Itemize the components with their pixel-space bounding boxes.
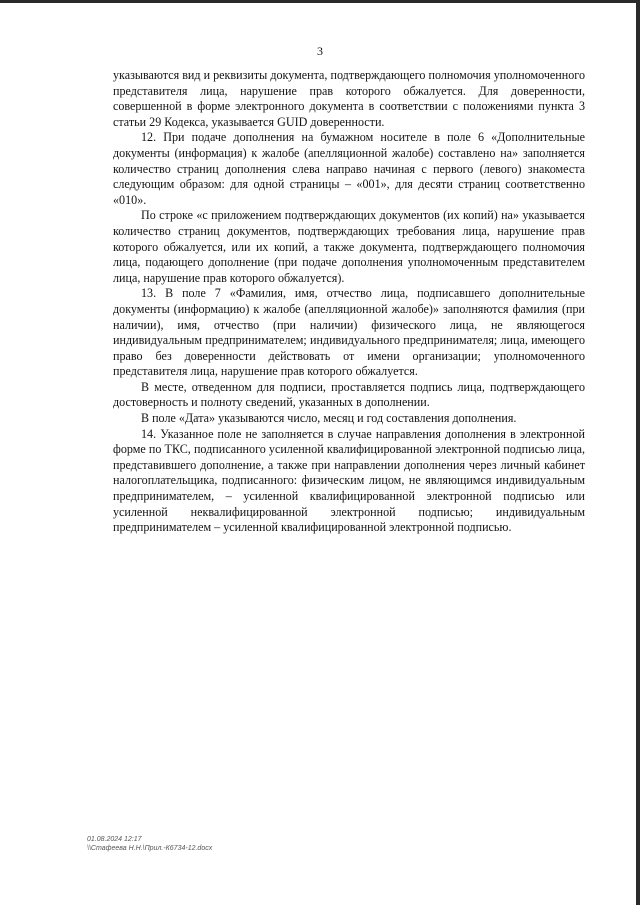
paragraph-attachments: По строке «с приложением подтверждающих документов (их копий) на» указывается количество страниц документов, подтверждающих требования лица, нарушение прав которого обжалуется, или их копий, а также документа, подтверждающего полномочия лица, подающего дополнение (при подаче дополнения уполномоченным представителем лица, нарушение прав которого обжалуется). [113,208,585,285]
paragraph-continuation: указываются вид и реквизиты документа, подтверждающего полномочия уполномоченного представителя лица, нарушение прав которого обжалуется. Для доверенности, совершенной в форме электронного документа в соответствии с положениями пункта 3 статьи 29 Кодекса, указывается GUID доверенности. [113,68,585,129]
paragraph-item-14: 14. Указанное поле не заполняется в случае направления дополнения в электронной форме по ТКС, подписанного усиленной квалифицированной электронной подписью лица, представившего дополнение, а также при направлении дополнения через личный кабинет налогоплательщика, подписанного: физическим лицом, не являющимся индивидуальным предпринимателем, – усиленной квалифицированной электронной подписью или усиленной неквалифицированной электронной подписью; индивидуальным предпринимателем – усиленной квалифицированной электронной подписью. [113,426,585,535]
document-body [113,68,585,536]
page-number: 3 [317,44,323,58]
paragraph-date: В поле «Дата» указываются число, месяц и год составления дополнения. [141,411,517,426]
file-footer [87,835,212,853]
paragraph-item-13: 13. В поле 7 «Фамилия, имя, отчество лица, подписавшего дополнительные документы (информацию) к жалобе (апелляционной жалобе)» заполняются фамилия (при наличии), имя, отчество (при наличии) физического лица, не являющегося индивидуальным предпринимателем; индивидуального предпринимателя; лица, имеющего право без доверенности действовать от имени организации; уполномоченного представителя лица, нарушение прав которого обжалуется. [113,286,585,379]
footer-file-path: \\Стафеева Н.Н.\Прил.-К6734-12.docx [87,845,213,852]
paragraph-item-12: 12. При подаче дополнения на бумажном носителе в поле 6 «Дополнительные документы (информация) к жалобе (апелляционной жалобе) составлено на» заполняется количество страниц дополнения слева направо начиная с первого (левого) знакоместа следующим образом: для одной страницы – «001», для десяти страниц соответственно «010». [113,130,585,207]
paragraph-signature: В месте, отведенном для подписи, проставляется подпись лица, подтверждающего достоверность и полноту сведений, указанных в дополнении. [113,379,585,410]
scan-edge-top [0,0,640,3]
scan-edge-right [636,0,640,905]
footer-timestamp: 01.08.2024 12:17 [87,836,142,843]
